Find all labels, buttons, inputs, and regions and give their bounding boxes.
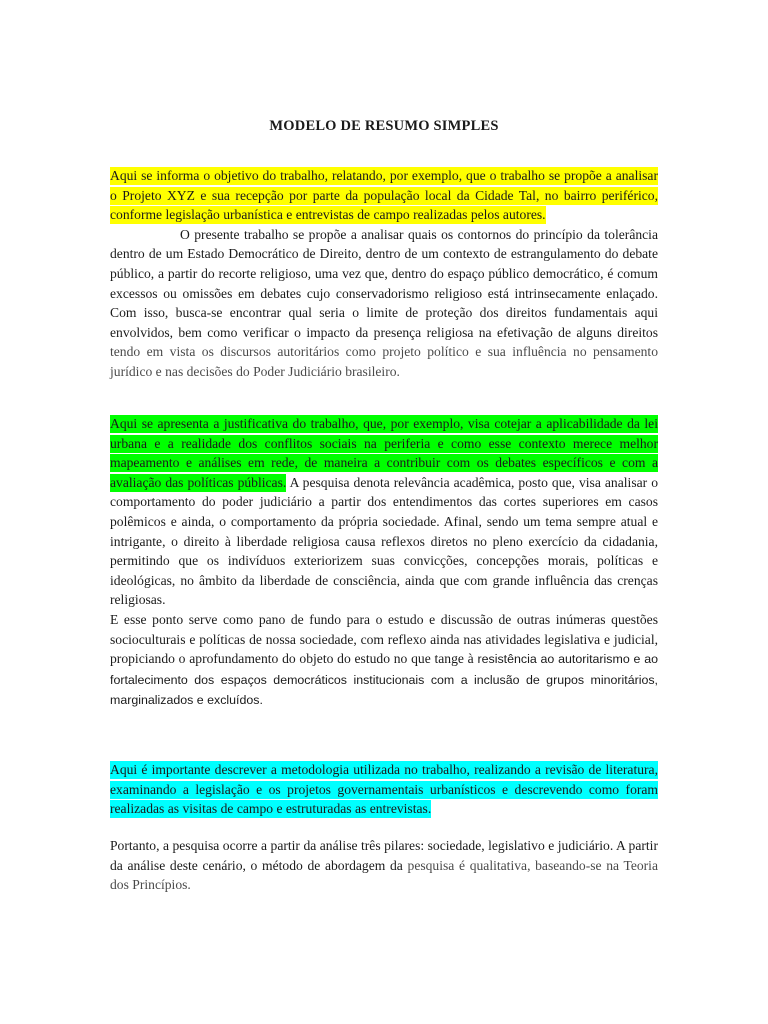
objective-body-tail: tendo em vista os discursos autoritários como projeto político e sua influência no pensamento jurídico e nas decisões do Poder Judiciário brasileiro. xyxy=(110,344,658,379)
methodology-body: Portanto, a pesquisa ocorre a partir da análise três pilares: sociedade, legislativo e judiciário. A partir da análise deste cenário, o método de abordagem da xyxy=(110,838,658,873)
justification-highlight-note: Aqui se apresenta a justificativa do trabalho, que, por exemplo, visa cotejar a aplicabilidade da lei urbana e a realidade dos conflitos sociais na periferia e como esse contexto merece melhor mapeamento e análises em rede, de maneira a contribuir com os debates específicos e com a avaliação das políticas públicas. xyxy=(110,416,658,490)
justification-section xyxy=(110,414,658,711)
methodology-highlight-note: Aqui é importante descrever a metodologia utilizada no trabalho, realizando a revisão de literatura, examinando a legislação e os projetos governamentais urbanísticos e descrevendo como foram realizadas as visitas de campo e estruturadas as entrevistas. xyxy=(110,762,658,817)
justification-body-2: E esse ponto serve como pano de fundo para o estudo e discussão de outras inúmeras questões socioculturais e políticas de nossa sociedade, com reflexo ainda nas atividades legislativa e judicial, propiciando o aprofundamento do objeto do estudo no que tange à xyxy=(110,611,658,667)
objective-body: O presente trabalho se propõe a analisar quais os contornos do princípio da tolerância dentro de um Estado Democrático de Direito, dentro de um contexto de estrangulamento do debate público, a partir do recorte religioso, uma vez que, dentro do espaço público democrático, é comum excessos ou omissões em debates cujo conservadorismo religioso está intrinsecamente enlaçado. Com isso, busca-se encontrar qual seria o limite de proteção dos direitos fundamentais aqui envolvidos, bem como verificar o impacto da presença religiosa na efetivação de alguns direitos xyxy=(110,226,658,340)
justification-body-2-tail: resistência ao autoritarismo e ao fortalecimento dos espaços democráticos institucionais com a inclusão de grupos minoritários, marginalizados e excluídos. xyxy=(110,652,658,708)
objective-highlight-note: Aqui se informa o objetivo do trabalho, relatando, por exemplo, que o trabalho se propõe a analisar o Projeto XYZ e sua recepção por parte da população local da Cidade Tal, no bairro periférico, conforme legislação urbanística e entrevistas de campo realizadas pelos autores. xyxy=(110,168,658,223)
methodology-body-tail: pesquisa é qualitativa, baseando-se na Teoria dos Princípios. xyxy=(110,857,658,893)
objective-section xyxy=(110,166,658,382)
document-title: MODELO DE RESUMO SIMPLES xyxy=(269,118,499,134)
conclusion-paragraph xyxy=(110,836,658,895)
methodology-section xyxy=(110,760,658,819)
justification-body: A pesquisa denota relevância acadêmica, posto que, visa analisar o comportamento do poder judiciário a partir dos entendimentos das cortes superiores em casos polêmicos e ainda, o comportamento da própria sociedade. Afinal, sendo um tema sempre atual e intrigante, o direito à liberdade religiosa causa reflexos diretos no pleno exercício da cidadania, permitindo que os indivíduos exteriorizem suas convicções, concepções morais, políticas e ideológicas, no âmbito da liberdade de consciência, ainda que com grande influência das crenças religiosas. xyxy=(110,474,658,608)
